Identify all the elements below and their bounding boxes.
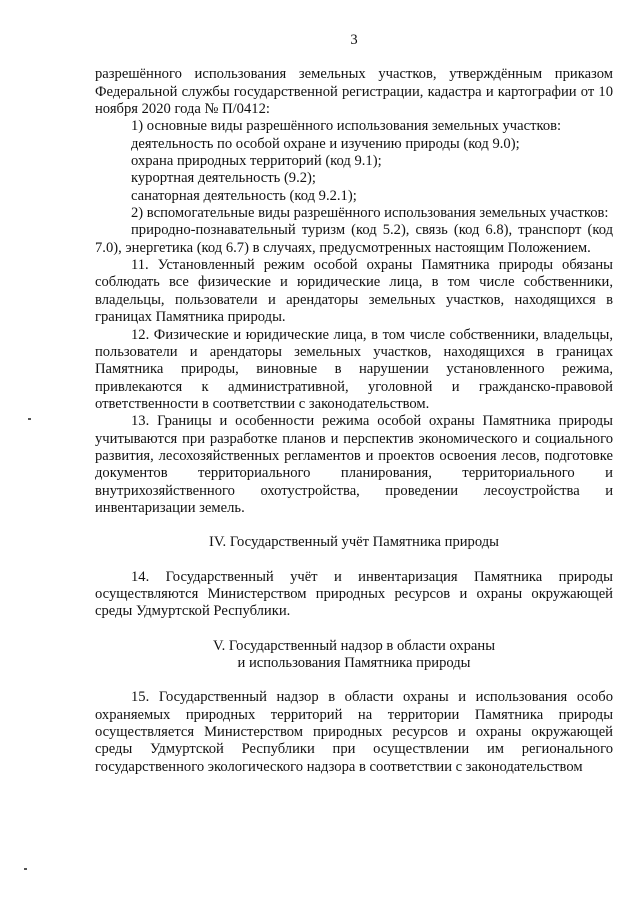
clause-15: 15. Государственный надзор в области охраны и использования особо охраняемых природных территорий на территории Памятника природы осуществляется Министерством природных ресурсов и охраны окружающей среды Удмуртской Республики при осуществлении им регионального государственного экологического надзора в соответствии с законодательством — [95, 689, 613, 775]
scan-speck — [24, 868, 27, 870]
use-item: природно-познавательный туризм (код 5.2), связь (код 6.8), транспорт (код 7.0), энергетика (код 6.7) в случаях, предусмотренных настоящим Положением. — [95, 222, 613, 256]
clause-12: 12. Физические и юридические лица, в том числе собственники, владельцы, пользователи и арендаторы земельных участков, находящихся в границах Памятника природы, виновные в нарушении установленного режима, привлекаются к административной, уголовной и гражданско-правовой ответственности в соответствии с законодательством. — [95, 326, 613, 412]
section-iv-heading: IV. Государственный учёт Памятника природы — [209, 534, 499, 551]
section-v-heading — [95, 638, 613, 673]
use-item: санаторная деятельность (код 9.2.1); — [131, 187, 357, 204]
use-item: курортная деятельность (9.2); — [131, 170, 316, 187]
list-item-auxiliary-uses: 2) вспомогательные виды разрешённого использования земельных участков: — [131, 205, 609, 222]
list-item-main-uses: 1) основные виды разрешённого использования земельных участков: — [131, 118, 562, 135]
paragraph-continuation: разрешённого использования земельных участков, утверждённым приказом Федеральной службы государственной регистрации, кадастра и картографии от 10 ноября 2020 года № П/0412: — [95, 66, 613, 118]
clause-11: 11. Установленный режим особой охраны Памятника природы обязаны соблюдать все физические и юридические лица, в том числе собственники, владельцы, пользователи и арендаторы земельных участков, находящихся в границах Памятника природы. — [95, 257, 613, 326]
clause-13: 13. Границы и особенности режима особой охраны Памятника природы учитываются при разработке планов и перспектив экономического и социального развития, лесохозяйственных регламентов и проектов освоения лесов, подготовке документов территориального планирования, территориального и внутрихозяйственного охотустройства, проведении лесоустройства и инвентаризации земель. — [95, 413, 613, 516]
section-v-heading-line-1: V. Государственный надзор в области охраны — [212, 637, 496, 654]
section-v-heading-line-2: и использования Памятника природы — [237, 655, 471, 671]
clause-14: 14. Государственный учёт и инвентаризация Памятника природы осуществляются Министерством природных ресурсов и охраны окружающей среды Удмуртской Республики. — [95, 568, 613, 620]
document-page — [95, 32, 613, 776]
use-item: охрана природных территорий (код 9.1); — [131, 153, 382, 170]
scan-speck — [28, 418, 31, 420]
page-number: 3 — [350, 32, 358, 48]
use-item: деятельность по особой охране и изучению природы (код 9.0); — [131, 135, 520, 152]
